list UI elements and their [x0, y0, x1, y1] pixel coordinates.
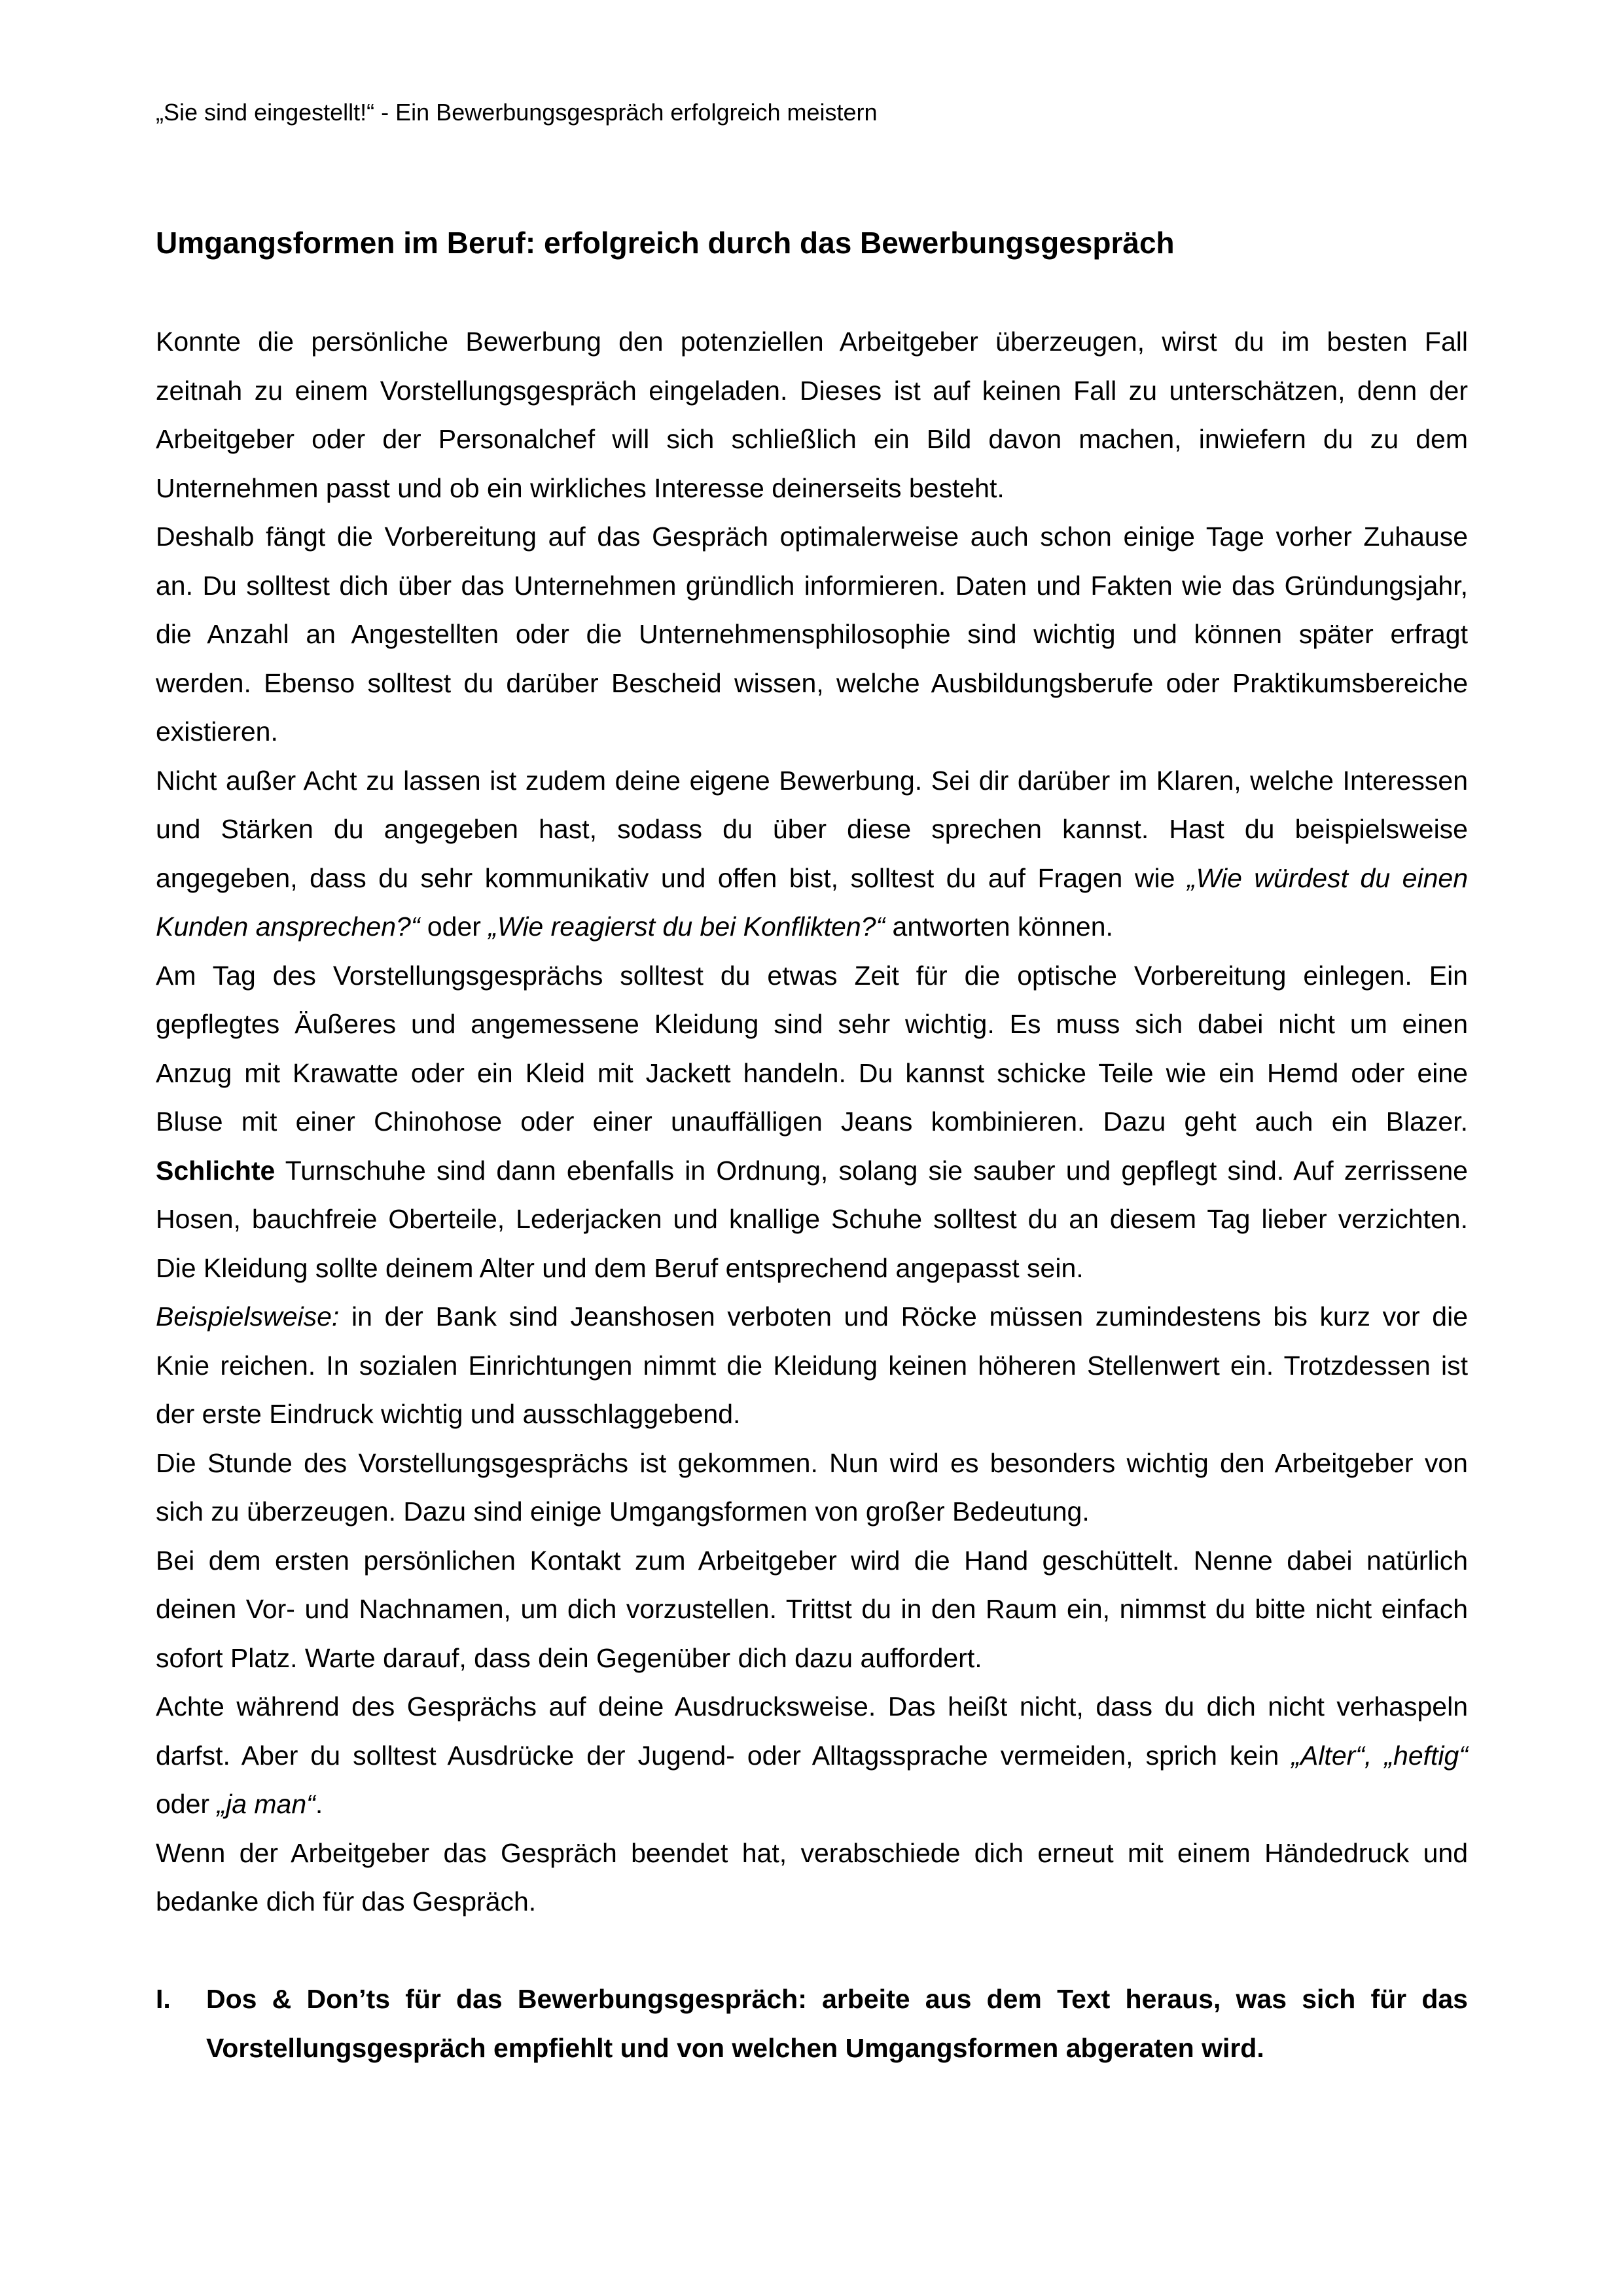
- text-segment: bedanke dich für das Gespräch.: [156, 1886, 537, 1916]
- italic-text: Beispielsweise:: [156, 1301, 340, 1332]
- text-segment: sofort Platz. Warte darauf, dass dein Gegenüber dich dazu auffordert.: [156, 1642, 982, 1673]
- text-segment: Anzug mit Krawatte oder ein Kleid mit Jackett handeln. Du kannst schicke Teile wie ein Hemd oder eine: [156, 1057, 1468, 1088]
- text-segment: gepflegtes Äußeres und angemessene Kleidung sind sehr wichtig. Es muss sich dabei nicht um einen: [156, 1009, 1468, 1039]
- text-segment: Deshalb fängt die Vorbereitung auf das Gespräch optimalerweise auch schon einige Tage vorher Zuhause: [156, 521, 1468, 552]
- italic-text: Kunden ansprechen?“: [156, 911, 420, 942]
- text-segment: werden. Ebenso solltest du darüber Bescheid wissen, welche Ausbildungsberufe oder Praktikumsbereiche: [156, 667, 1468, 698]
- text-segment: Wenn der Arbeitgeber das Gespräch beendet hat, verabschiede dich erneut mit einem Händedruck und: [156, 1837, 1468, 1868]
- paragraph: [156, 512, 1468, 756]
- text-line: [156, 902, 1468, 951]
- text-line: [156, 415, 1468, 464]
- text-line: [156, 1195, 1468, 1244]
- text-segment: zeitnah zu einem Vorstellungsgespräch eingeladen. Dieses ist auf keinen Fall zu unterschätzen, denn der: [156, 375, 1468, 406]
- text-segment: existieren.: [156, 716, 278, 747]
- text-line: [156, 610, 1468, 659]
- text-segment: Achte während des Gesprächs auf deine Ausdrucksweise. Das heißt nicht, dass du dich nicht verhaspeln: [156, 1691, 1468, 1722]
- text-line: [156, 1829, 1468, 1878]
- text-line: [156, 317, 1468, 366]
- body-text: [156, 317, 1468, 1926]
- italic-text: „ja man“: [217, 1789, 315, 1819]
- text-line: [156, 1244, 1468, 1293]
- text-line: [156, 1341, 1468, 1390]
- text-line: [156, 561, 1468, 610]
- text-line: [156, 1292, 1468, 1341]
- text-line: [156, 1634, 1468, 1683]
- task-text-line: Dos & Don’ts für das Bewerbungsgespräch: arbeite aus dem Text heraus, was sich für das: [206, 1984, 1468, 2014]
- text-segment: die Anzahl an Angestellten oder die Unternehmensphilosophie sind wichtig und können später erfragt: [156, 619, 1468, 649]
- text-segment: Knie reichen. In sozialen Einrichtungen nimmt die Kleidung keinen höheren Stellenwert ein. Trotzdessen ist: [156, 1350, 1468, 1381]
- text-segment: oder: [419, 911, 489, 942]
- text-segment: Die Kleidung sollte deinem Alter und dem Beruf entsprechend angepasst sein.: [156, 1252, 1084, 1283]
- text-segment: Turnschuhe sind dann ebenfalls in Ordnung, solang sie sauber und gepflegt sind. Auf zerrissene: [275, 1155, 1468, 1186]
- text-line: [156, 1000, 1468, 1049]
- text-line: [156, 366, 1468, 415]
- text-line: [156, 659, 1468, 708]
- text-segment: Arbeitgeber oder der Personalchef will sich schließlich ein Bild davon machen, inwiefern du zu dem: [156, 424, 1468, 454]
- text-segment: sich zu überzeugen. Dazu sind einige Umgangsformen von großer Bedeutung.: [156, 1496, 1090, 1527]
- text-line: [156, 1487, 1468, 1536]
- italic-text: „Wie reagierst du bei Konflikten?“: [488, 911, 885, 942]
- document-title: Umgangsformen im Beruf: erfolgreich durch das Bewerbungsgespräch: [156, 226, 1175, 260]
- text-line: [156, 1731, 1468, 1780]
- text-line: [156, 512, 1468, 561]
- text-line: [156, 464, 1468, 513]
- paragraph: [156, 756, 1468, 951]
- paragraph: [156, 1829, 1468, 1926]
- paragraph: [156, 951, 1468, 1293]
- task-marker: I.: [156, 1984, 171, 2014]
- italic-text: „Wie würdest du einen: [1186, 862, 1469, 893]
- text-line: [156, 1585, 1468, 1634]
- text-line: [156, 1049, 1468, 1098]
- text-line: [156, 1146, 1468, 1195]
- bold-text: Schlichte: [156, 1155, 276, 1186]
- text-line: [156, 951, 1468, 1000]
- text-segment: darfst. Aber du solltest Ausdrücke der Jugend- oder Alltagssprache vermeiden, sprich kein: [156, 1740, 1292, 1771]
- text-segment: Bei dem ersten persönlichen Kontakt zum Arbeitgeber wird die Hand geschüttelt. Nenne dabei natürlich: [156, 1545, 1468, 1576]
- paragraph: [156, 317, 1468, 512]
- text-segment: Unternehmen passt und ob ein wirkliches Interesse deinerseits besteht.: [156, 472, 1005, 503]
- text-line: [156, 1780, 1468, 1829]
- text-line: [156, 1097, 1468, 1146]
- paragraph: [156, 1292, 1468, 1439]
- text-segment: deinen Vor- und Nachnamen, um dich vorzustellen. Trittst du in den Raum ein, nimmst du bitte nicht einfach: [156, 1594, 1468, 1624]
- text-segment: Am Tag des Vorstellungsgesprächs solltest du etwas Zeit für die optische Vorbereitung einlegen. Ein: [156, 960, 1468, 991]
- text-segment: an. Du solltest dich über das Unternehmen gründlich informieren. Daten und Fakten wie das Gründungsjahr,: [156, 570, 1468, 601]
- task-item: [156, 1975, 1468, 2072]
- text-line: [156, 1439, 1468, 1488]
- paragraph: [156, 1439, 1468, 1536]
- text-segment: oder: [156, 1789, 217, 1819]
- text-line: [156, 707, 1468, 756]
- paragraph: [156, 1682, 1468, 1829]
- task-text-line: Vorstellungsgespräch empfiehlt und von welchen Umgangsformen abgeraten wird.: [206, 2032, 1264, 2063]
- text-segment: der erste Eindruck wichtig und ausschlaggebend.: [156, 1399, 741, 1429]
- text-segment: antworten können.: [885, 911, 1113, 942]
- text-segment: Nicht außer Acht zu lassen ist zudem deine eigene Bewerbung. Sei dir darüber im Klaren, welche Interessen: [156, 765, 1468, 796]
- running-header: „Sie sind eingestellt!“ - Ein Bewerbungsgespräch erfolgreich meistern: [156, 99, 878, 126]
- text-segment: Die Stunde des Vorstellungsgesprächs ist gekommen. Nun wird es besonders wichtig den Arbeitgeber von: [156, 1447, 1468, 1478]
- text-line: [156, 805, 1468, 854]
- text-segment: Hosen, bauchfreie Oberteile, Lederjacken und knallige Schuhe solltest du an diesem Tag lieber verzichten.: [156, 1204, 1468, 1234]
- text-segment: Bluse mit einer Chinohose oder einer unauffälligen Jeans kombinieren. Dazu geht auch ein Blazer.: [156, 1106, 1468, 1137]
- text-segment: Konnte die persönliche Bewerbung den potenziellen Arbeitgeber überzeugen, wirst du im besten Fall: [156, 327, 1468, 357]
- italic-text: „Alter“, „heftig“: [1291, 1740, 1468, 1771]
- text-segment: angegeben, dass du sehr kommunikativ und offen bist, solltest du auf Fragen wie: [156, 862, 1187, 893]
- text-line: [156, 1536, 1468, 1585]
- text-line: [156, 1877, 1468, 1926]
- text-line: [156, 854, 1468, 903]
- text-segment: in der Bank sind Jeanshosen verboten und Röcke müssen zumindestens bis kurz vor die: [339, 1301, 1468, 1332]
- text-line: [156, 1682, 1468, 1731]
- text-segment: .: [315, 1789, 323, 1819]
- task-list: [156, 1975, 1468, 2072]
- text-line: [156, 756, 1468, 805]
- text-line: [156, 1390, 1468, 1439]
- paragraph: [156, 1536, 1468, 1683]
- text-segment: und Stärken du angegeben hast, sodass du über diese sprechen kannst. Hast du beispielsweise: [156, 814, 1468, 844]
